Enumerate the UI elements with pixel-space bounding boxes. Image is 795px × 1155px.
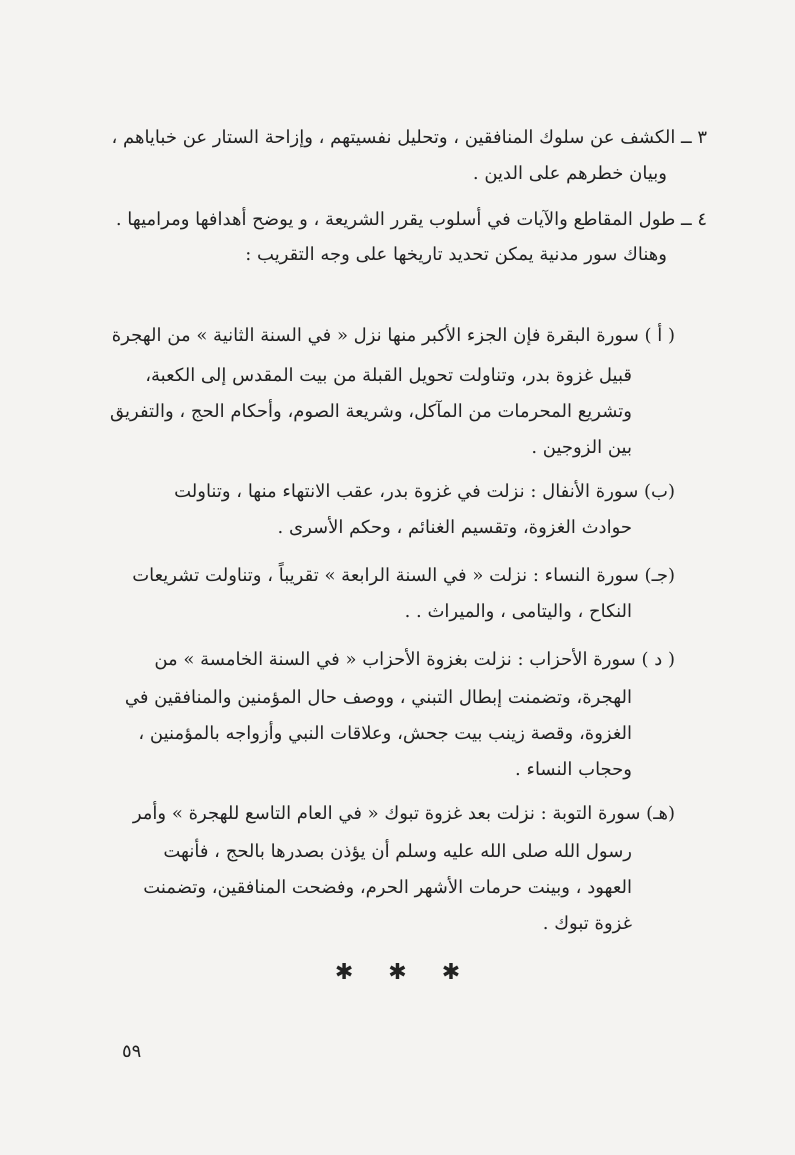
star-icon: ✱ bbox=[334, 960, 354, 985]
section-separator bbox=[0, 960, 795, 985]
item-4-line-2: وهناك سور مدنية يمكن تحديد تاريخها على وجه التقريب : bbox=[245, 244, 667, 265]
surah-e-line-3: العهود ، وبينت حرمات الأشهر الحرم، وفضحت المنافقين، وتضمنت bbox=[143, 877, 632, 898]
surah-e-line-1: (هـ) سورة التوبة : نزلت بعد غزوة تبوك « في العام التاسع للهجرة » وأمر bbox=[132, 803, 675, 824]
surah-c-line-2: النكاح ، واليتامى ، والميراث . . bbox=[404, 601, 632, 622]
page-number: ٥٩ bbox=[122, 1041, 142, 1062]
surah-a-line-4: بين الزوجين . bbox=[531, 437, 632, 458]
star-icon: ✱ bbox=[388, 960, 407, 985]
surah-d-line-4: وحجاب النساء . bbox=[515, 759, 632, 780]
surah-a-line-2: قبيل غزوة بدر، وتناولت تحويل القبلة من بيت المقدس إلى الكعبة، bbox=[145, 365, 632, 386]
surah-a-line-1: ( أ ) سورة البقرة فإن الجزء الأكبر منها نزل « في السنة الثانية » من الهجرة bbox=[111, 325, 675, 346]
star-icon: ✱ bbox=[441, 960, 461, 985]
item-4-line-1: ٤ ــ طول المقاطع والآيات في أسلوب يقرر الشريعة ، و يوضح أهدافها ومراميها . bbox=[115, 209, 707, 230]
surah-d-line-2: الهجرة، وتضمنت إبطال التبني ، ووصف حال المؤمنين والمنافقين في bbox=[124, 687, 632, 708]
surah-a-line-3: وتشريع المحرمات من المآكل، وشريعة الصوم، وأحكام الحج ، والتفريق bbox=[109, 401, 632, 422]
surah-b-line-2: حوادث الغزوة، وتقسيم الغنائم ، وحكم الأسرى . bbox=[277, 517, 632, 538]
surah-d-line-1: ( د ) سورة الأحزاب : نزلت بغزوة الأحزاب « في السنة الخامسة » من bbox=[154, 649, 675, 670]
surah-e-line-4: غزوة تبوك . bbox=[542, 913, 632, 934]
item-3-line-1: ٣ ــ الكشف عن سلوك المنافقين ، وتحليل نفسيتهم ، وإزاحة الستار عن خباياهم ، bbox=[111, 127, 707, 148]
surah-d-line-3: الغزوة، وقصة زينب بيت جحش، وعلاقات النبي وأزواجه بالمؤمنين ، bbox=[138, 723, 632, 744]
item-3-line-2: وبيان خطرهم على الدين . bbox=[472, 163, 667, 184]
surah-c-line-1: (جـ) سورة النساء : نزلت « في السنة الرابعة » تقريباً ، وتناولت تشريعات bbox=[132, 565, 675, 586]
surah-b-line-1: (ب) سورة الأنفال : نزلت في غزوة بدر، عقب الانتهاء منها ، وتناولت bbox=[174, 481, 675, 502]
surah-e-line-2: رسول الله صلى الله عليه وسلم أن يؤذن بصدرها بالحج ، فأنهت bbox=[163, 841, 632, 862]
